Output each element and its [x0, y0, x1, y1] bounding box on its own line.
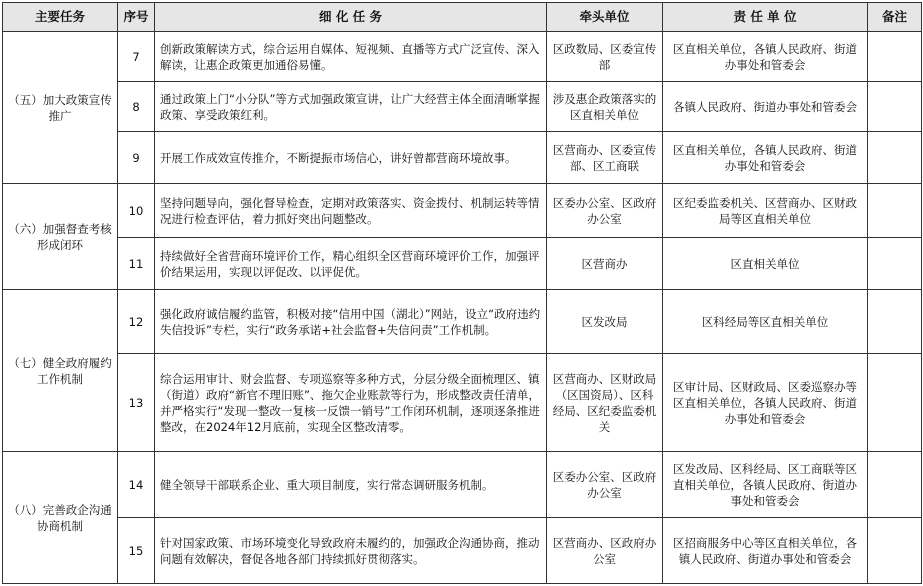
resp-cell: 区科经局等区直相关单位	[663, 290, 868, 354]
main-task-cell: （八）完善政企沟通协商机制	[3, 452, 118, 584]
table-row	[3, 238, 922, 290]
header-resp: 责 任 单 位	[663, 3, 868, 32]
resp-cell: 区纪委监委机关、区营商办、区财政局等区直相关单位	[663, 184, 868, 238]
note-cell	[868, 238, 922, 290]
table-row	[3, 452, 922, 518]
header-lead: 牵头单位	[547, 3, 663, 32]
table-row	[3, 518, 922, 584]
header-main-task: 主要任务	[3, 3, 118, 32]
lead-cell: 区营商办	[547, 238, 663, 290]
note-cell	[868, 290, 922, 354]
detail-cell: 创新政策解读方式，综合运用自媒体、短视频、直播等方式广泛宣传、深入解读，让惠企政策更加通俗易懂。	[155, 32, 547, 82]
resp-cell: 区直相关单位，各镇人民政府、街道办事处和管委会	[663, 132, 868, 184]
lead-cell: 区营商办、区财政局（区国资局）、区科经局、区纪委监委机关	[547, 354, 663, 452]
note-cell	[868, 132, 922, 184]
detail-cell: 针对国家政策、市场环境变化导致政府未履约的，加强政企沟通协商，推动问题有效解决，督促各地各部门持续抓好贯彻落实。	[155, 518, 547, 584]
table-row	[3, 184, 922, 238]
seq-cell: 7	[118, 32, 155, 82]
note-cell	[868, 354, 922, 452]
table-row	[3, 132, 922, 184]
table-row	[3, 290, 922, 354]
seq-cell: 9	[118, 132, 155, 184]
lead-cell: 区营商办、区政府办公室	[547, 518, 663, 584]
lead-cell: 涉及惠企政策落实的区直相关单位	[547, 82, 663, 132]
header-row	[3, 3, 922, 32]
resp-cell: 区审计局、区财政局、区委巡察办等区直相关单位，各镇人民政府、街道办事处和管委会	[663, 354, 868, 452]
table-row	[3, 354, 922, 452]
table-row	[3, 32, 922, 82]
lead-cell: 区政数局、区委宣传部	[547, 32, 663, 82]
lead-cell: 区委办公室、区政府办公室	[547, 184, 663, 238]
header-detail: 细 化 任 务	[155, 3, 547, 32]
detail-cell: 持续做好全省营商环境评价工作，精心组织全区营商环境评价工作，加强评价结果运用，实现以评促改、以评促优。	[155, 238, 547, 290]
lead-cell: 区营商办、区委宣传部、区工商联	[547, 132, 663, 184]
note-cell	[868, 82, 922, 132]
header-seq: 序号	[118, 3, 155, 32]
resp-cell: 区直相关单位，各镇人民政府、街道办事处和管委会	[663, 32, 868, 82]
header-note: 备注	[868, 3, 922, 32]
seq-cell: 11	[118, 238, 155, 290]
note-cell	[868, 184, 922, 238]
note-cell	[868, 452, 922, 518]
main-task-cell: （五）加大政策宣传推广	[3, 32, 118, 184]
seq-cell: 14	[118, 452, 155, 518]
seq-cell: 10	[118, 184, 155, 238]
detail-cell: 坚持问题导向，强化督导检查，定期对政策落实、资金拨付、机制运转等情况进行检查评估，着力抓好突出问题整改。	[155, 184, 547, 238]
detail-cell: 强化政府诚信履约监管，积极对接“信用中国（湖北）”网站，设立“政府违约失信投诉”专栏，实行“政务承诺+社会监督+失信问责”工作机制。	[155, 290, 547, 354]
resp-cell: 各镇人民政府、街道办事处和管委会	[663, 82, 868, 132]
seq-cell: 15	[118, 518, 155, 584]
detail-cell: 健全领导干部联系企业、重大项目制度，实行常态调研服务机制。	[155, 452, 547, 518]
main-task-cell: （六）加强督查考核形成闭环	[3, 184, 118, 290]
note-cell	[868, 32, 922, 82]
seq-cell: 13	[118, 354, 155, 452]
resp-cell: 区直相关单位	[663, 238, 868, 290]
note-cell	[868, 518, 922, 584]
task-table	[2, 2, 922, 584]
lead-cell: 区委办公室、区政府办公室	[547, 452, 663, 518]
detail-cell: 开展工作成效宣传推介，不断提振市场信心，讲好曾都营商环境故事。	[155, 132, 547, 184]
detail-cell: 通过政策上门“小分队”等方式加强政策宣讲，让广大经营主体全面清晰掌握政策、享受政策红利。	[155, 82, 547, 132]
main-task-cell: （七）健全政府履约工作机制	[3, 290, 118, 452]
resp-cell: 区发改局、区科经局、区工商联等区直相关单位，各镇人民政府、街道办事处和管委会	[663, 452, 868, 518]
resp-cell: 区招商服务中心等区直相关单位，各镇人民政府、街道办事处和管委会	[663, 518, 868, 584]
seq-cell: 8	[118, 82, 155, 132]
table-row	[3, 82, 922, 132]
seq-cell: 12	[118, 290, 155, 354]
detail-cell: 综合运用审计、财会监督、专项巡察等多种方式，分层分级全面梳理区、镇（街道）政府“新官不理旧账”、拖欠企业账款等行为，形成整改责任清单，并严格实行“发现一整改一复核一反馈一销号”工作闭环机制，逐项逐条推进整改，在2024年12月底前，实现全区整改清零。	[155, 354, 547, 452]
lead-cell: 区发改局	[547, 290, 663, 354]
